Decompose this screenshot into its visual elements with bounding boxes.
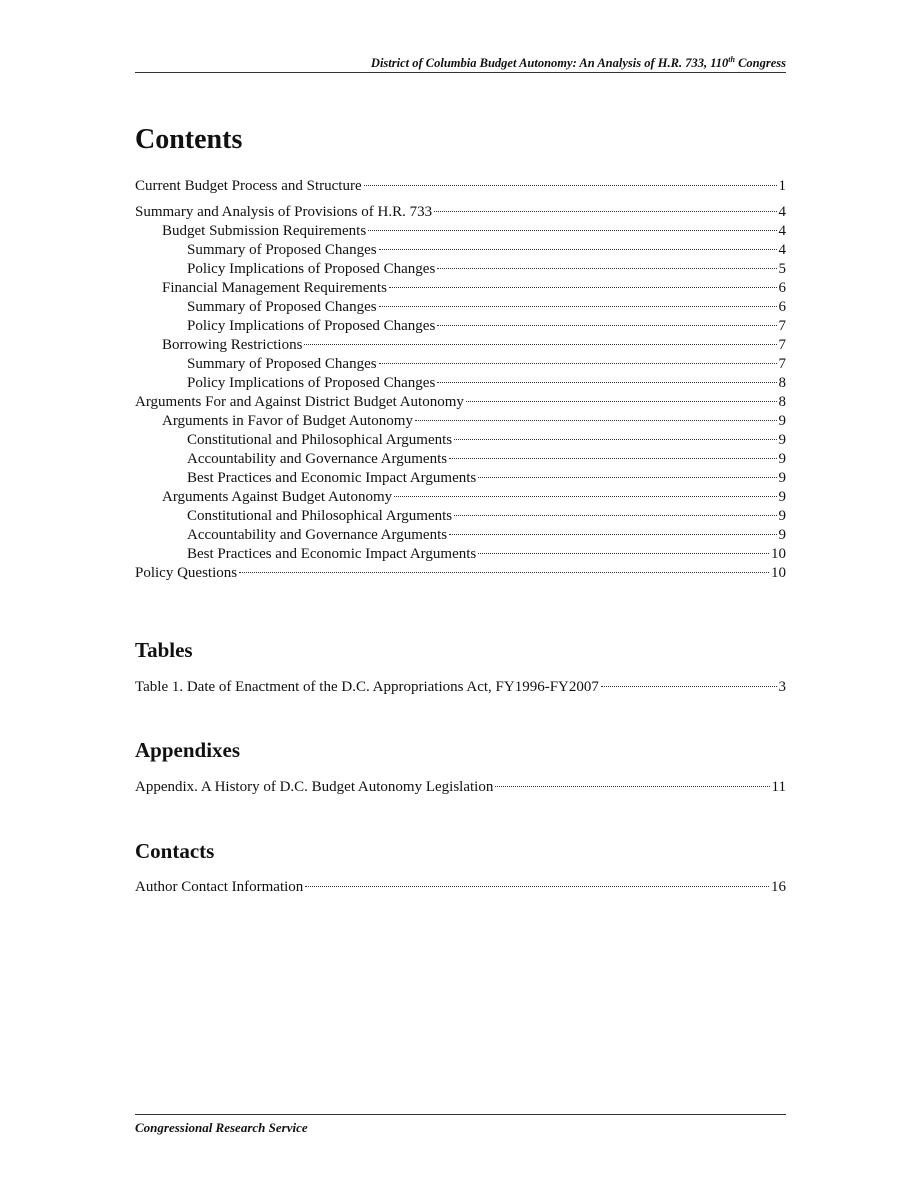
toc-entry[interactable] [135, 450, 786, 469]
running-header [135, 55, 786, 73]
toc-entry-title: Accountability and Governance Arguments [187, 451, 448, 467]
toc-entry[interactable] [135, 431, 786, 450]
toc-entry-title: Appendix. A History of D.C. Budget Autonomy Legislation [135, 779, 494, 795]
toc-entry[interactable] [135, 564, 786, 583]
toc-entry[interactable] [135, 678, 786, 697]
toc-leader-dots [601, 686, 777, 687]
toc-entry-title: Current Budget Process and Structure [135, 178, 362, 194]
toc-entry-page: 10 [771, 546, 786, 562]
toc-entry-title: Policy Implications of Proposed Changes [187, 318, 436, 334]
toc-entry-page: 7 [778, 318, 786, 334]
toc-entry-title: Arguments For and Against District Budget Autonomy [135, 394, 464, 410]
toc-leader-dots [379, 363, 777, 364]
toc-leader-dots [364, 185, 777, 186]
toc-entry[interactable] [135, 412, 786, 431]
toc-leader-dots [304, 344, 776, 345]
toc-leader-dots [394, 496, 776, 497]
toc-entry[interactable] [135, 355, 786, 374]
toc-leader-dots [437, 382, 776, 383]
toc-entry[interactable] [135, 778, 786, 797]
toc-leader-dots [449, 458, 776, 459]
toc-entry-page: 6 [778, 299, 786, 315]
toc-leader-dots [379, 249, 777, 250]
toc-entry[interactable] [135, 393, 786, 412]
toc-entry-page: 4 [778, 223, 786, 239]
toc-entry-page: 5 [778, 261, 786, 277]
toc-entry-page: 9 [778, 451, 786, 467]
toc-entry[interactable] [135, 203, 786, 222]
toc-entry[interactable] [135, 279, 786, 298]
contents-list [135, 177, 786, 583]
tables-list [135, 678, 786, 697]
toc-entry[interactable] [135, 336, 786, 355]
toc-entry[interactable] [135, 374, 786, 393]
contents-heading: Contents [135, 124, 243, 155]
toc-leader-dots [239, 572, 769, 573]
toc-entry-title: Borrowing Restrictions [162, 337, 303, 353]
toc-entry-page: 4 [778, 242, 786, 258]
toc-entry-page: 9 [778, 470, 786, 486]
toc-leader-dots [466, 401, 777, 402]
toc-entry-title: Constitutional and Philosophical Arguments [187, 432, 453, 448]
toc-entry-page: 6 [778, 280, 786, 296]
footer-text: Congressional Research Service [135, 1120, 308, 1135]
toc-entry[interactable] [135, 507, 786, 526]
running-header-sup: th [728, 55, 735, 64]
toc-entry[interactable] [135, 469, 786, 488]
toc-entry-page: 9 [778, 413, 786, 429]
toc-entry-title: Constitutional and Philosophical Arguments [187, 508, 453, 524]
toc-entry[interactable] [135, 177, 786, 196]
toc-entry-page: 3 [778, 679, 786, 695]
toc-entry-page: 4 [778, 204, 786, 220]
toc-leader-dots [368, 230, 776, 231]
toc-entry-page: 7 [778, 356, 786, 372]
toc-entry-title: Best Practices and Economic Impact Arguments [187, 546, 477, 562]
toc-entry[interactable] [135, 526, 786, 545]
toc-entry-page: 8 [778, 375, 786, 391]
running-header-suffix: Congress [734, 56, 786, 71]
appendixes-heading: Appendixes [135, 738, 241, 762]
toc-leader-dots [434, 211, 776, 212]
toc-entry-page: 11 [771, 779, 786, 795]
toc-entry-title: Budget Submission Requirements [162, 223, 367, 239]
toc-leader-dots [454, 515, 776, 516]
tables-heading: Tables [135, 638, 193, 662]
toc-entry-title: Policy Implications of Proposed Changes [187, 261, 436, 277]
toc-entry[interactable] [135, 298, 786, 317]
toc-entry-title: Accountability and Governance Arguments [187, 527, 448, 543]
toc-leader-dots [454, 439, 776, 440]
toc-entry-title: Arguments in Favor of Budget Autonomy [162, 413, 413, 429]
toc-leader-dots [478, 553, 769, 554]
toc-leader-dots [449, 534, 776, 535]
page-footer [135, 1114, 786, 1136]
toc-entry[interactable] [135, 488, 786, 507]
toc-entry-page: 10 [771, 565, 786, 581]
toc-entry-title: Financial Management Requirements [162, 280, 387, 296]
toc-entry-title: Arguments Against Budget Autonomy [162, 489, 393, 505]
toc-entry[interactable] [135, 878, 786, 897]
toc-leader-dots [379, 306, 777, 307]
toc-entry-page: 9 [778, 432, 786, 448]
toc-entry[interactable] [135, 222, 786, 241]
toc-entry-page: 16 [771, 879, 786, 895]
toc-entry-title: Policy Implications of Proposed Changes [187, 375, 436, 391]
toc-entry[interactable] [135, 241, 786, 260]
toc-leader-dots [415, 420, 777, 421]
toc-entry[interactable] [135, 545, 786, 564]
toc-leader-dots [478, 477, 776, 478]
toc-leader-dots [437, 268, 776, 269]
toc-entry-page: 1 [778, 178, 786, 194]
toc-entry-title: Summary and Analysis of Provisions of H.R. 733 [135, 204, 433, 220]
running-header-title: District of Columbia Budget Autonomy: An Analysis of H.R. 733, 110 [370, 56, 729, 71]
toc-entry-title: Summary of Proposed Changes [187, 299, 377, 315]
toc-entry-title: Author Contact Information [135, 879, 304, 895]
toc-entry[interactable] [135, 317, 786, 336]
appendixes-list [135, 778, 786, 797]
toc-entry-page: 9 [778, 527, 786, 543]
toc-leader-dots [437, 325, 776, 326]
toc-entry-title: Table 1. Date of Enactment of the D.C. Appropriations Act, FY1996-FY2007 [135, 679, 599, 695]
toc-entry[interactable] [135, 260, 786, 279]
toc-entry-title: Best Practices and Economic Impact Arguments [187, 470, 477, 486]
contacts-heading: Contacts [135, 839, 215, 863]
toc-leader-dots [495, 786, 769, 787]
toc-entry-title: Summary of Proposed Changes [187, 242, 377, 258]
toc-entry-title: Summary of Proposed Changes [187, 356, 377, 372]
contacts-list [135, 878, 786, 897]
toc-leader-dots [389, 287, 777, 288]
toc-entry-page: 8 [778, 394, 786, 410]
toc-entry-title: Policy Questions [135, 565, 238, 581]
toc-leader-dots [305, 886, 769, 887]
toc-entry-page: 7 [778, 337, 786, 353]
toc-entry-page: 9 [778, 489, 786, 505]
toc-entry-page: 9 [778, 508, 786, 524]
